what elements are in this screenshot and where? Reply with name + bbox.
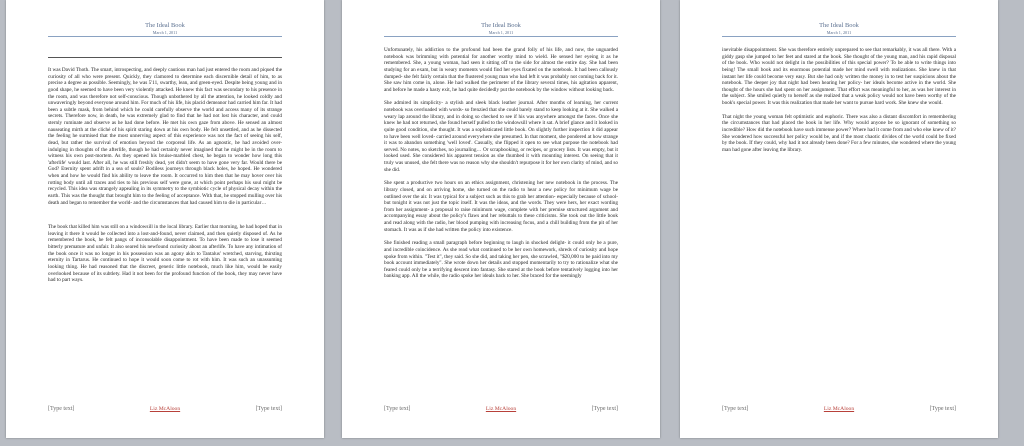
paragraph: She spent a productive two hours on an ethics assignment, christening her new notebook in the process. The library closed, and on arriving home, she turned on the radio to hear a new policy for minimum wage be outlined over the air. It was typical for a subject such as this to grab her attention- especially because of school- but tonight it was not just the topic itself. It was the ideas, and the words. They were hers, her exact wording from her assignment- a proposal to raise minimum wage, complete with her premise structured argument and accompanying essay about the policy's flaws and her rebuttals to these criticisms. She took out the little book and read along with the radio, her blood pumping with increasing focus, and a chill building from the pit of her stomach. It was as if she had written the policy into existence. — [384, 180, 618, 233]
paragraph: She admired its simplicity- a stylish and sleek black leather journal. After months of learning, her current notebook was overloaded with words- so frenzied that she could barely stand to keep looking at it. She walked a weary lap around the library, and in doing so checked to see if his was anywhere amongst the faces. Once she knew he had not returned, she found herself pulled to the windowsill where it sat. A brief glance and it looked in quite good condition, she thought. It was a sophisticated little book. On slightly further inspection it did appear to have been well loved- carried around everywhere she presumed. In that moment, she pondered at how strange it was to abandon something 'well loved'. Casually, she flipped it open to see what purpose the notebook had served. No notes, no sketches, no journaling… Or scrapbooking, or recipes, or grocery lists. It was empty, but it looked used. She considered his apparent tension as she thumbed it with mounting interest. On seeing that it truly was unused, she felt there was no reason why she shouldn't repurpose it for her own clarity of mind, and so she did. — [384, 100, 618, 173]
footer-left-placeholder[interactable]: [Type text] — [722, 406, 749, 412]
paragraph: It was David Thoth. The smart, introspecting, and deeply cautious man had just entered the room and piqued the curiosity of all who were present. Quickly, they clamored to determine each discernible detail of him, to as precise a degree as possible. Seemingly, he was 5'11, swarthy, lean, and green-eyed. Despite being young and in good shape, he seemed to have been very violently attacked. He knew this fact was secondary to his presence in the room, and was therefore not self-conscious. Though unbothered by all the attention, he looked coldly and unwaveringly beyond everyone around him. For much of his life, his placid demeanor had carried him far. It had been a subtle mask, from behind which he could carefully observe the world and access many of its strange secrets. Therefore now, in death, he was extremely glad to find that he had not lost his character, and could sternly ruminate and observe as he had done before. He met his own gaze from above. He sensed an almost nauseating mirth at the cliché of his spirit staring down at his own body. He felt unsettled, and as he dissected the feeling he surmised that the most unnerving aspect of this experience was not the fact of seeing his self, dead, but rather the survival of emotion beyond the corporeal life. As an agnostic, he had avoided over-indulging in thoughts of the afterlife, though he had certainly never imagined that he might be in the room to witness his own post-mortem. As they opened his bruise-marbled chest, he began to wonder how long this 'afterlife' would last. After all, he was still freshly dead, yet didn't seem to have gone very far. Would there be God? Eternity spent adrift in a sea of souls? Bodiless journeys through black holes, he hoped. He wondered when and how he would find his ability to leave the room. It occurred to him then that he may hover over his rotting body until all traces and ties to his previous self were gone, at which point perhaps his soul might be recycled. This idea was strangely appealing in its symmetry to the symbiotic cycle of physical decay within the earth. This was the thought that brought him to the feeling of acceptance. With that, he stopped mulling over his death and began to remember the world- and the circumstances that had caused him to die in particular… — [48, 67, 282, 206]
footer — [384, 406, 618, 414]
footer-right-placeholder[interactable]: [Type text] — [255, 406, 282, 412]
paragraph: That night the young woman felt optimistic and euphoric. There was also a distant discomfort in remembering the circumstances that had placed the book in her life. Why would anyone be so ignorant of something so incredible? How did the notebook have such immense power? Where had it come from and who else knew of it? She wondered how successful her policy would be, and if the most chaotic divides of the world could be fixed by the book. If they could, why had it not already been done? For a few minutes, she wondered where the young man had gone after leaving the library. — [722, 113, 956, 153]
header-date: March 1, 2011 — [152, 30, 178, 35]
paragraph: She finished reading a small paragraph before beginning to laugh in shocked delight- it could only be a pure, and incredible coincidence. As she read what continued to be her own homework, shreds of curiosity and hope spoke from within. "Test it", they said. So she did, and taking her pen, she scrawled, "$20,000 to be paid into my book account immediately". She wrote down her details and stopped momentarily to try to rationalize what she feared could only be a terrifying descent into fantasy. She stared at the book before tentatively logging into her banking app. All the while, the radio spoke her ideals back to her. She braced for the seemingly — [384, 240, 618, 280]
document-page-3 — [680, 0, 998, 438]
header-title: The Ideal Book — [481, 22, 521, 29]
footer-author: Liz McAloon — [485, 406, 517, 412]
footer — [48, 406, 282, 414]
header-rule — [722, 36, 956, 37]
paragraph: Unfortunately, his addiction to the profound had been the grand folly of his life, and now, the unguarded notebook was brimming with potential for another worthy mind to wield. He sensed her eyeing it as he remembered. She, a young woman, had seen it sitting off to the side for almost the entire day. She had been studying for an exam, but in weary moments would find her eyes fixated on the notebook. It had been callously dumped- she felt fairly certain that the flustered young man who had left it was probably not coming back for it. She saw him come in, alone. He had walked the perimeter of the library several times, his agitation apparent, and before he made a hasty exit, he had quite decidedly put the notebook by the window without looking back. — [384, 47, 618, 93]
footer-left-placeholder[interactable]: [Type text] — [384, 406, 411, 412]
footer — [722, 406, 956, 414]
header-date: March 1, 2011 — [826, 30, 852, 35]
header-date: March 1, 2011 — [488, 30, 514, 35]
footer-right-placeholder[interactable]: [Type text] — [591, 406, 618, 412]
header-rule — [48, 36, 282, 37]
header-rule — [384, 36, 618, 37]
document-page-2 — [342, 0, 660, 438]
page-body[interactable] — [48, 67, 282, 284]
page-body[interactable] — [722, 47, 956, 153]
footer-right-placeholder[interactable]: [Type text] — [929, 406, 956, 412]
paragraph: The book that killed him was still on a windowsill in the local library. Earlier that morning, he had hoped that in leaving it there it would be collected into a lost-and-found, never claimed, and then quietly disposed of. As he remembered the book, he felt pangs of inconsolable disappointment. To have been made to lose it seemed bitterly premature and unfair. It also seared his newfound curiosity about an afterlife. To have any intimation of the book once it was no longer in his possession was an agony akin to Tantalus' wretched, starving, thirsting eternity in Tartarus. He continued to hope it would soon come to rot with him. It was such an unassuming looking thing. He had reasoned that the discreet, generic little notebook, much like him, would be easily overlooked because of its subtlety. Had it not been for the profound function of the book, they may never have had to part ways. — [48, 224, 282, 284]
footer-left-placeholder[interactable]: [Type text] — [48, 406, 75, 412]
document-page-1 — [6, 0, 324, 438]
body-rule — [48, 57, 282, 58]
page-body[interactable] — [384, 47, 618, 280]
footer-author: Liz McAloon — [823, 406, 855, 412]
footer-author: Liz McAloon — [149, 406, 181, 412]
header-title: The Ideal Book — [819, 22, 859, 29]
paragraph: inevitable disappointment. She was therefore entirely unprepared to see that remarkably, it was all there. With a giddy gasp she jumped to her feet and stared at the book. She thought of the young man, and his rapid disposal of the book. Who would not delight in the possibilities of this special power? To be able to write things into being! The small book and its enormous potential made her mind swell with realizations. She knew in that instant her life could become very easy. But she had only written the money in to test her suspicions about the notebook. The deeper joy that night had been hearing her policy- her ideals become active in the world. She thought of the hours she had spent on her assignment. That effort was meaningful to her, as was her interest in the subject. She smiled quietly to herself as she realized that a weak policy would not have been worthy of the book's special power. It was this realization that made her want to pursue hard work. She knew she would. — [722, 47, 956, 106]
header-title: The Ideal Book — [145, 22, 185, 29]
